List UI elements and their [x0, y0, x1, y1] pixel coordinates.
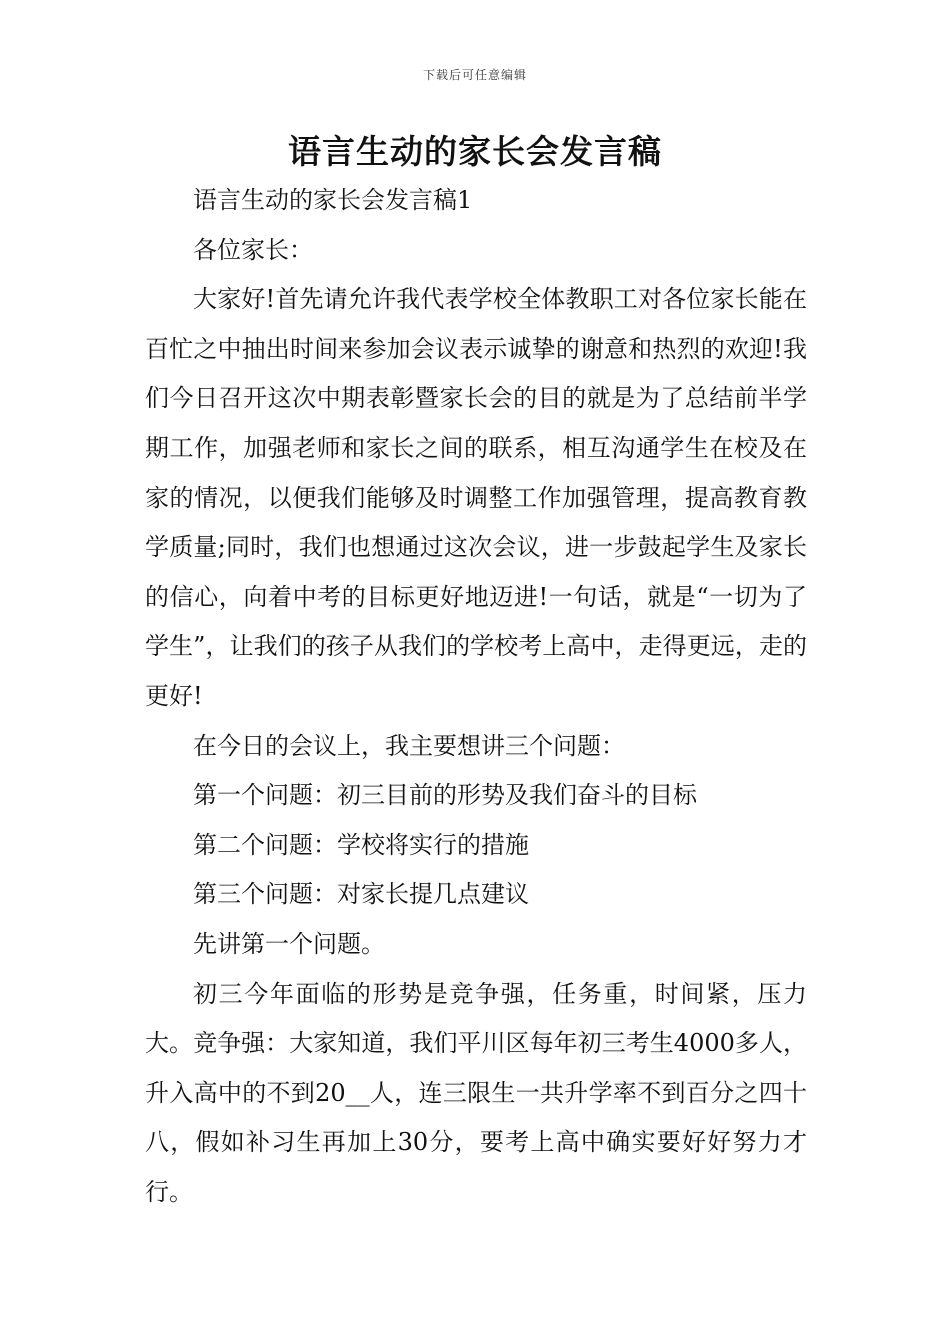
agenda-intro-paragraph: 在今日的会议上，我主要想讲三个问题： [193, 731, 625, 760]
agenda-item-1: 第一个问题：初三目前的形势及我们奋斗的目标 [193, 781, 697, 810]
salutation-paragraph: 各位家长： [193, 235, 313, 264]
situation-paragraph: 初三今年面临的形势是竞争强，任务重，时间紧，压力大。竞争强：大家知道，我们平川区每年初三考生4000多人，升入高中的不到20__人，连三限生一共升学率不到百分之四十八，假如补习生再加上30分，要考上高中确实要好好努力才行。 [145, 979, 807, 1206]
agenda-item-2: 第二个问题：学校将实行的措施 [193, 830, 529, 859]
agenda-item-3: 第三个问题：对家长提几点建议 [193, 880, 529, 909]
page-header-note: 下载后可任意编辑 [422, 68, 527, 82]
first-topic-paragraph: 先讲第一个问题。 [193, 929, 385, 958]
intro-paragraph: 大家好!首先请允许我代表学校全体教职工对各位家长能在百忙之中抽出时间来参加会议表示诚挚的谢意和热烈的欢迎!我们今日召开这次中期表彰暨家长会的目的就是为了总结前半学期工作，加强老师和家长之间的联系，相互沟通学生在校及在家的情况，以便我们能够及时调整工作加强管理，提高教育教学质量;同时，我们也想通过这次会议，进一步鼓起学生及家长的信心，向着中考的目标更好地迈进!一句话，就是“一切为了学生”，让我们的孩子从我们的学校考上高中，走得更远，走的更好! [145, 285, 807, 710]
subtitle-paragraph: 语言生动的家长会发言稿1 [193, 186, 473, 214]
document-title: 语言生动的家长会发言稿 [288, 132, 662, 171]
document-body [145, 176, 807, 1217]
